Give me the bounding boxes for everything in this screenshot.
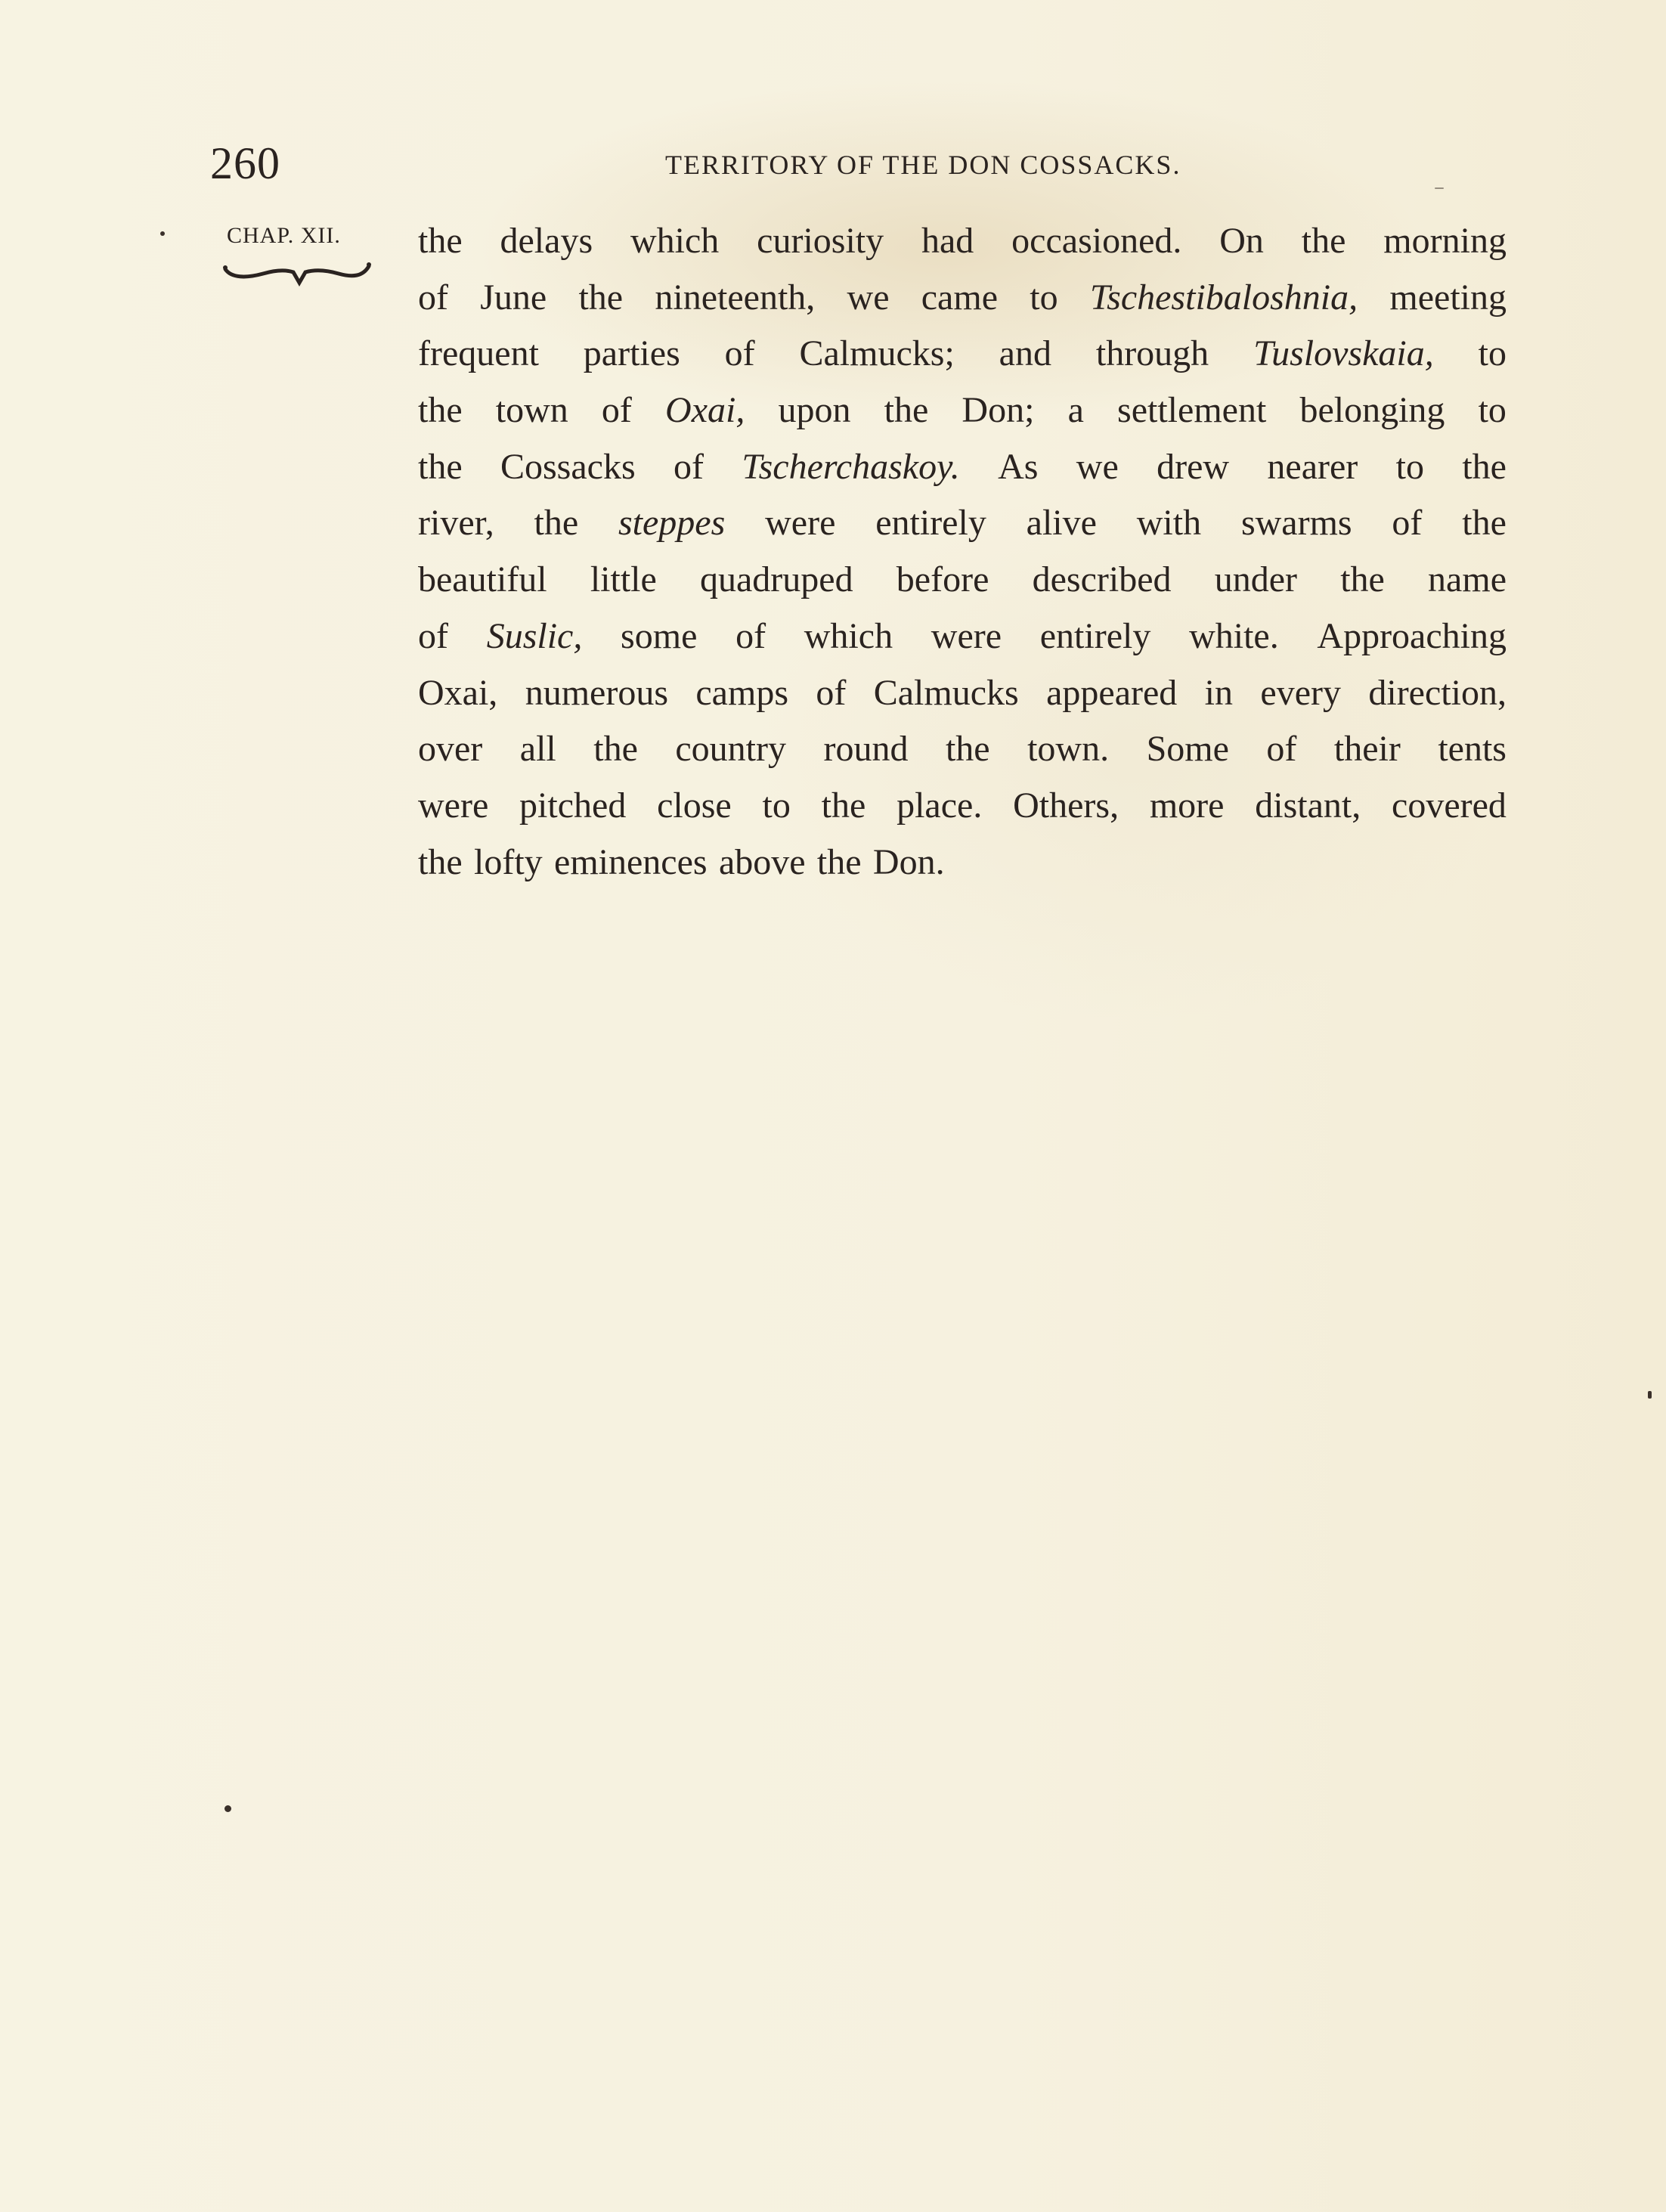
word: Tschestibaloshnia, (1089, 277, 1358, 318)
word: Approaching (1317, 615, 1507, 656)
word: Calmucks (873, 672, 1019, 713)
word: nearer (1267, 446, 1358, 487)
body-text (418, 213, 1507, 891)
word: beautiful (418, 559, 547, 600)
word: a (1067, 390, 1084, 431)
word: the (1301, 221, 1346, 261)
word: the (821, 785, 866, 826)
word: the (816, 841, 862, 882)
word: Don; (962, 390, 1035, 431)
ink-speck (1435, 187, 1444, 189)
word: camps (695, 672, 788, 713)
word: drew (1157, 446, 1230, 487)
word: described (1032, 559, 1172, 600)
word: which (630, 221, 720, 261)
word: town (495, 390, 568, 431)
word: had (921, 221, 974, 261)
word: the (1462, 503, 1507, 544)
word: place. (896, 785, 983, 826)
word: of (674, 446, 704, 487)
text-line (418, 609, 1507, 665)
word: entirely (1039, 615, 1151, 656)
word: appeared (1046, 672, 1178, 713)
word: tents (1438, 729, 1507, 770)
ink-speck (160, 231, 165, 236)
word: As (998, 446, 1039, 487)
word: of (418, 615, 448, 656)
word: more (1149, 785, 1225, 826)
word: delays (500, 221, 593, 261)
word: frequent (418, 333, 539, 374)
word: over (418, 729, 483, 770)
word: round (823, 729, 909, 770)
ink-speck (1648, 1391, 1652, 1399)
word: with (1136, 503, 1202, 544)
word: the (418, 841, 463, 882)
word: distant, (1255, 785, 1361, 826)
word: lofty (474, 841, 543, 882)
word: to (1030, 277, 1058, 318)
word: occasioned. (1011, 221, 1182, 261)
word: steppes (618, 503, 726, 544)
word: the (884, 390, 929, 431)
word: Others, (1013, 785, 1119, 826)
word: some (621, 615, 698, 656)
word: we (847, 277, 890, 318)
word: Some (1146, 729, 1229, 770)
text-line (418, 835, 1507, 891)
word: parties (583, 333, 680, 374)
word: came (921, 277, 998, 318)
word: the (945, 729, 990, 770)
word: of (601, 390, 632, 431)
word: curiosity (757, 221, 884, 261)
word: meeting (1389, 277, 1507, 318)
word: name (1428, 559, 1507, 600)
text-line (418, 778, 1507, 835)
word: and (999, 333, 1051, 374)
chapter-label: CHAP. XII. (227, 223, 341, 248)
word: Tuslovskaia, (1253, 333, 1434, 374)
word: the (593, 729, 638, 770)
word: which (804, 615, 893, 656)
text-line (418, 552, 1507, 609)
word: of (418, 277, 448, 318)
word: town. (1027, 729, 1110, 770)
word: Suslic, (486, 615, 583, 656)
word: the (578, 277, 624, 318)
word: were (418, 785, 489, 826)
ink-speck (225, 1805, 231, 1812)
word: of (724, 333, 755, 374)
word: above (718, 841, 806, 882)
word: the (1340, 559, 1385, 600)
text-line (418, 270, 1507, 327)
word: settlement (1117, 390, 1267, 431)
word: numerous (525, 672, 668, 713)
word: river, (418, 503, 494, 544)
text-line (418, 213, 1507, 270)
word: of (816, 672, 847, 713)
word: June (480, 277, 547, 318)
word: of (1266, 729, 1297, 770)
text-line (418, 495, 1507, 552)
word: the (418, 446, 463, 487)
word: through (1095, 333, 1209, 374)
word: the (1462, 446, 1507, 487)
word: to (1478, 390, 1507, 431)
word: before (896, 559, 989, 600)
word: white. (1189, 615, 1279, 656)
word: in (1204, 672, 1234, 713)
word: country (675, 729, 786, 770)
word: covered (1392, 785, 1507, 826)
running-head: TERRITORY OF THE DON COSSACKS. (665, 150, 1181, 180)
word: pitched (519, 785, 627, 826)
word: under (1214, 559, 1297, 600)
word: we (1076, 446, 1119, 487)
word: upon (778, 390, 851, 431)
word: the (418, 221, 463, 261)
word: Tscherchaskoy. (742, 446, 960, 487)
text-line (418, 665, 1507, 722)
word: all (519, 729, 556, 770)
word: entirely (875, 503, 986, 544)
word: Calmucks; (799, 333, 955, 374)
word: Oxai, (418, 672, 498, 713)
page-number: 260 (210, 138, 280, 188)
word: were (931, 615, 1002, 656)
word: direction, (1368, 672, 1507, 713)
word: alive (1026, 503, 1097, 544)
word: swarms (1240, 503, 1352, 544)
word: the (534, 503, 579, 544)
word: close (657, 785, 732, 826)
word: morning (1383, 221, 1507, 261)
word: eminences (554, 841, 708, 882)
word: nineteenth, (655, 277, 816, 318)
text-line (418, 326, 1507, 383)
word: little (590, 559, 657, 600)
text-line (418, 383, 1507, 439)
flourish-ornament-icon (221, 257, 372, 287)
word: Don. (872, 841, 945, 882)
word: to (1395, 446, 1424, 487)
word: of (1392, 503, 1423, 544)
word: Oxai, (665, 390, 745, 431)
word: of (735, 615, 766, 656)
word: were (765, 503, 836, 544)
word: quadruped (700, 559, 853, 600)
word: the (418, 390, 463, 431)
word: to (1478, 333, 1507, 374)
word: their (1333, 729, 1401, 770)
word: On (1219, 221, 1264, 261)
word: to (762, 785, 791, 826)
word: Cossacks (500, 446, 636, 487)
word: belonging (1299, 390, 1445, 431)
text-line (418, 721, 1507, 778)
word: every (1260, 672, 1341, 713)
text-line (418, 439, 1507, 496)
